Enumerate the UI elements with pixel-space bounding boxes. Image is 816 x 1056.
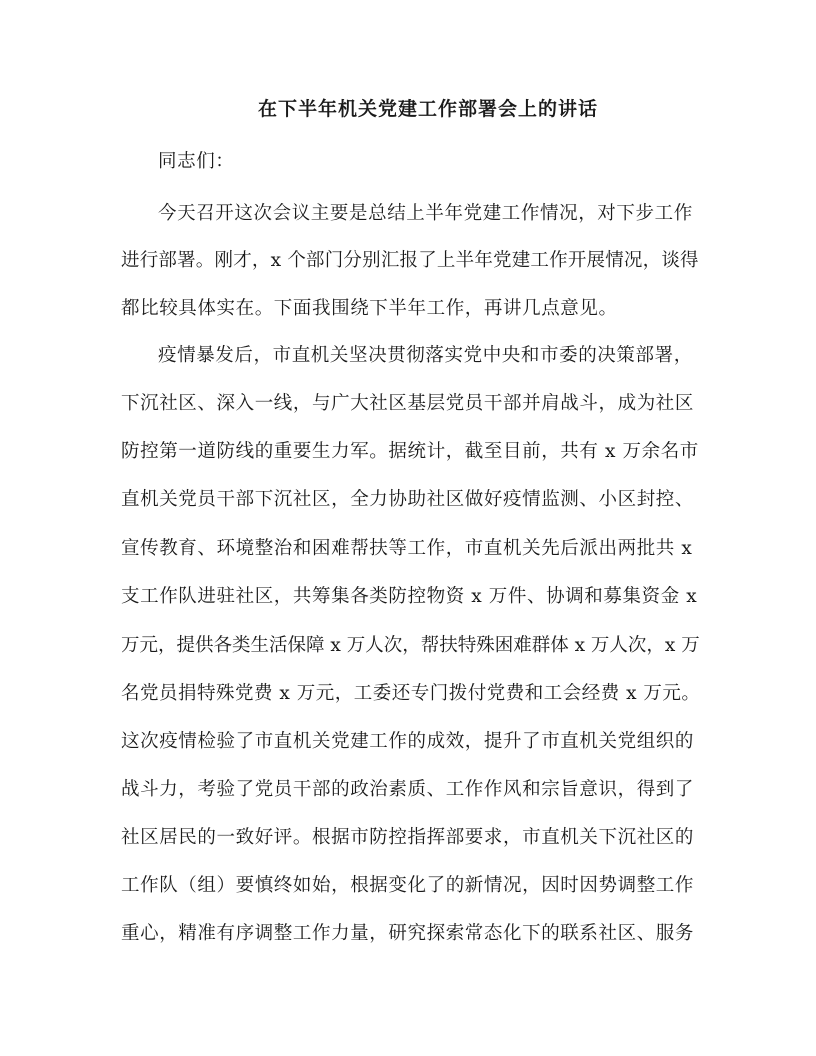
paragraph-line: 疫情暴发后，市直机关坚决贯彻落实党中央和市委的决策部署， (158, 345, 693, 366)
paragraph-line: 下沉社区、深入一线，与广大社区基层党员干部并肩战斗，成为社区 (121, 393, 695, 414)
paragraph-line: 战斗力，考验了党员干部的政治素质、工作作风和宗旨意识，得到了 (121, 779, 695, 800)
paragraph-line: 这次疫情检验了市直机关党建工作的成效，提升了市直机关党组织的 (121, 731, 695, 752)
paragraph-line: 直机关党员干部下沉社区，全力协助社区做好疫情监测、小区封控、 (121, 489, 695, 510)
paragraph-line: 进行部署。刚才，x 个部门分别汇报了上半年党建工作开展情况，谈得 (121, 250, 699, 271)
paragraph-line: 都比较具体实在。下面我围绕下半年工作，再讲几点意见。 (121, 298, 618, 319)
paragraph-line: 社区居民的一致好评。根据市防控指挥部要求，市直机关下沉社区的 (121, 827, 695, 848)
paragraph-line: 工作队（组）要慎终如始，根据变化了的新情况，因时因势调整工作 (121, 875, 695, 896)
greeting: 同志们： (158, 151, 235, 172)
paragraph-line: 万元，提供各类生活保障 x 万人次，帮扶特殊困难群体 x 万人次，x 万 (121, 635, 700, 656)
paragraph-line: 宣传教育、环境整治和困难帮扶等工作，市直机关先后派出两批共 x (121, 538, 693, 559)
paragraph-line: 名党员捐特殊党费 x 万元，工委还专门拨付党费和工会经费 x 万元。 (121, 683, 701, 704)
paragraph-line: 重心，精准有序调整工作力量，研究探索常态化下的联系社区、服务 (121, 923, 695, 944)
paragraph-line: 防控第一道防线的重要生力军。据统计，截至目前，共有 x 万余名市 (121, 441, 699, 462)
document-title: 在下半年机关党建工作部署会上的讲话 (257, 98, 598, 120)
paragraph-line: 今天召开这次会议主要是总结上半年党建工作情况，对下步工作 (158, 203, 693, 224)
paragraph-line: 支工作队进驻社区，共筹集各类防控物资 x 万件、协调和募集资金 x (121, 586, 698, 607)
